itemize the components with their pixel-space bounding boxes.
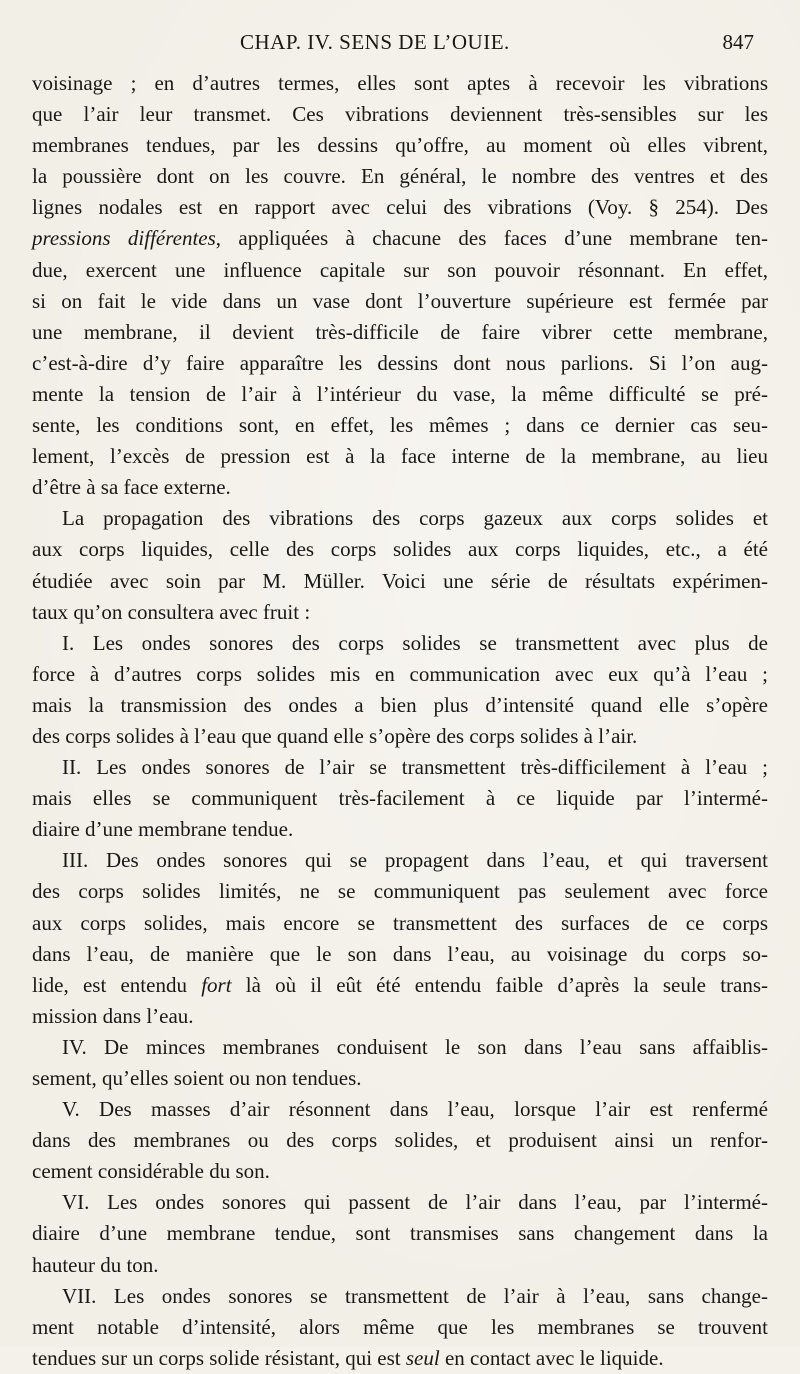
italic-text: pressions différentes: [32, 226, 216, 251]
text-line: I. Les ondes sonores des corps solides se transmettent avec plus de: [62, 630, 768, 655]
text-segment: tendues sur un corps solide résistant, qui est: [32, 1345, 406, 1370]
text-line: VI. Les ondes sonores qui passent de l’air dans l’eau, par l’intermé-: [62, 1190, 768, 1215]
text-line: dans des membranes ou des corps solides, et produisent ainsi un renfor-: [32, 1128, 768, 1153]
text-line: lignes nodales est en rapport avec celui des vibrations (Voy. § 254). Des: [32, 195, 768, 220]
text-line: la poussière dont on les couvre. En général, le nombre des ventres et des: [32, 164, 768, 189]
text-line: II. Les ondes sonores de l’air se transmettent très-difficilement à l’eau ;: [62, 755, 768, 780]
text-line: due, exercent une influence capitale sur son pouvoir résonnant. En effet,: [32, 257, 768, 282]
text-line: hauteur du ton.: [32, 1252, 159, 1277]
text-line: c’est-à-dire d’y faire apparaître les dessins dont nous parlions. Si l’on aug-: [32, 350, 768, 375]
text-line: sente, les conditions sont, en effet, les mêmes ; dans ce dernier cas seu-: [32, 413, 768, 438]
text-line: [32, 970, 768, 1001]
text-line: cement considérable du son.: [32, 1159, 270, 1184]
text-line: mission dans l’eau.: [32, 1003, 194, 1028]
text-line: IV. De minces membranes conduisent le son dans l’eau sans affaiblis-: [62, 1034, 768, 1059]
text-line: taux qu’on consultera avec fruit :: [32, 599, 311, 624]
text-line: d’être à sa face externe.: [32, 475, 231, 500]
page-number: 847: [722, 30, 754, 54]
text-line: [32, 1343, 768, 1374]
text-line: sement, qu’elles soient ou non tendues.: [32, 1066, 362, 1090]
text-line: voisinage ; en d’autres termes, elles sont aptes à recevoir les vibrations: [32, 71, 768, 95]
text-line: V. Des masses d’air résonnent dans l’eau, lorsque l’air est renfermé: [62, 1097, 768, 1122]
italic-text: fort: [201, 972, 232, 997]
text-line: étudiée avec soin par M. Müller. Voici une série de résultats expérimen-: [32, 568, 768, 593]
text-line: diaire d’une membrane tendue.: [32, 817, 294, 842]
chapter-title: CHAP. IV. SENS DE L’OUIE.: [240, 30, 510, 54]
text-line: membranes tendues, par les dessins qu’offre, au moment où elles vibrent,: [32, 133, 768, 158]
text-segment: là où il eût été entendu faible d’après la seule trans-: [231, 972, 769, 997]
text-line: une membrane, il devient très-difficile de faire vibrer cette membrane,: [32, 319, 768, 344]
text-line: III. Des ondes sonores qui se propagent dans l’eau, et qui traversent: [62, 848, 768, 873]
text-line: La propagation des vibrations des corps gazeux aux corps solides et: [62, 506, 768, 531]
text-line: des corps solides à l’eau que quand elle s’opère des corps solides à l’air.: [32, 723, 638, 748]
text-line: dans l’eau, de manière que le son dans l’eau, au voisinage du corps so-: [32, 941, 768, 966]
text-line: ment notable d’intensité, alors même que les membranes se trouvent: [32, 1314, 768, 1339]
text-line: diaire d’une membrane tendue, sont transmises sans changement dans la: [32, 1221, 768, 1246]
text-line: si on fait le vide dans un vase dont l’ouverture supérieure est fermée par: [32, 288, 768, 313]
body-text: [32, 68, 768, 1374]
text-line: force à d’autres corps solides mis en communication avec eux qu’à l’eau ;: [32, 661, 768, 686]
text-segment: lide, est entendu: [32, 972, 202, 997]
text-line: aux corps liquides, celle des corps solides aux corps liquides, etc., a été: [32, 537, 768, 562]
text-line: lement, l’excès de pression est à la face interne de la membrane, au lieu: [32, 444, 768, 469]
text-line: mais elles se communiquent très-facilement à ce liquide par l’intermé-: [32, 786, 768, 811]
text-segment: , appliquées à chacune des faces d’une membrane ten-: [215, 226, 768, 251]
text-line: mente la tension de l’air à l’intérieur du vase, la même difficulté se pré-: [32, 381, 768, 406]
italic-text: seul: [405, 1345, 440, 1370]
text-line: que l’air leur transmet. Ces vibrations deviennent très-sensibles sur les: [32, 102, 768, 127]
text-line: aux corps solides, mais encore se transmettent des surfaces de ce corps: [32, 910, 768, 935]
running-head: [0, 30, 800, 62]
text-line: [32, 223, 768, 254]
text-segment: en contact avec le liquide.: [439, 1345, 664, 1370]
text-line: des corps solides limités, ne se communiquent pas seulement avec force: [32, 879, 768, 904]
text-line: VII. Les ondes sonores se transmettent de l’air à l’eau, sans change-: [62, 1283, 768, 1308]
text-line: mais la transmission des ondes a bien plus d’intensité quand elle s’opère: [32, 692, 768, 717]
